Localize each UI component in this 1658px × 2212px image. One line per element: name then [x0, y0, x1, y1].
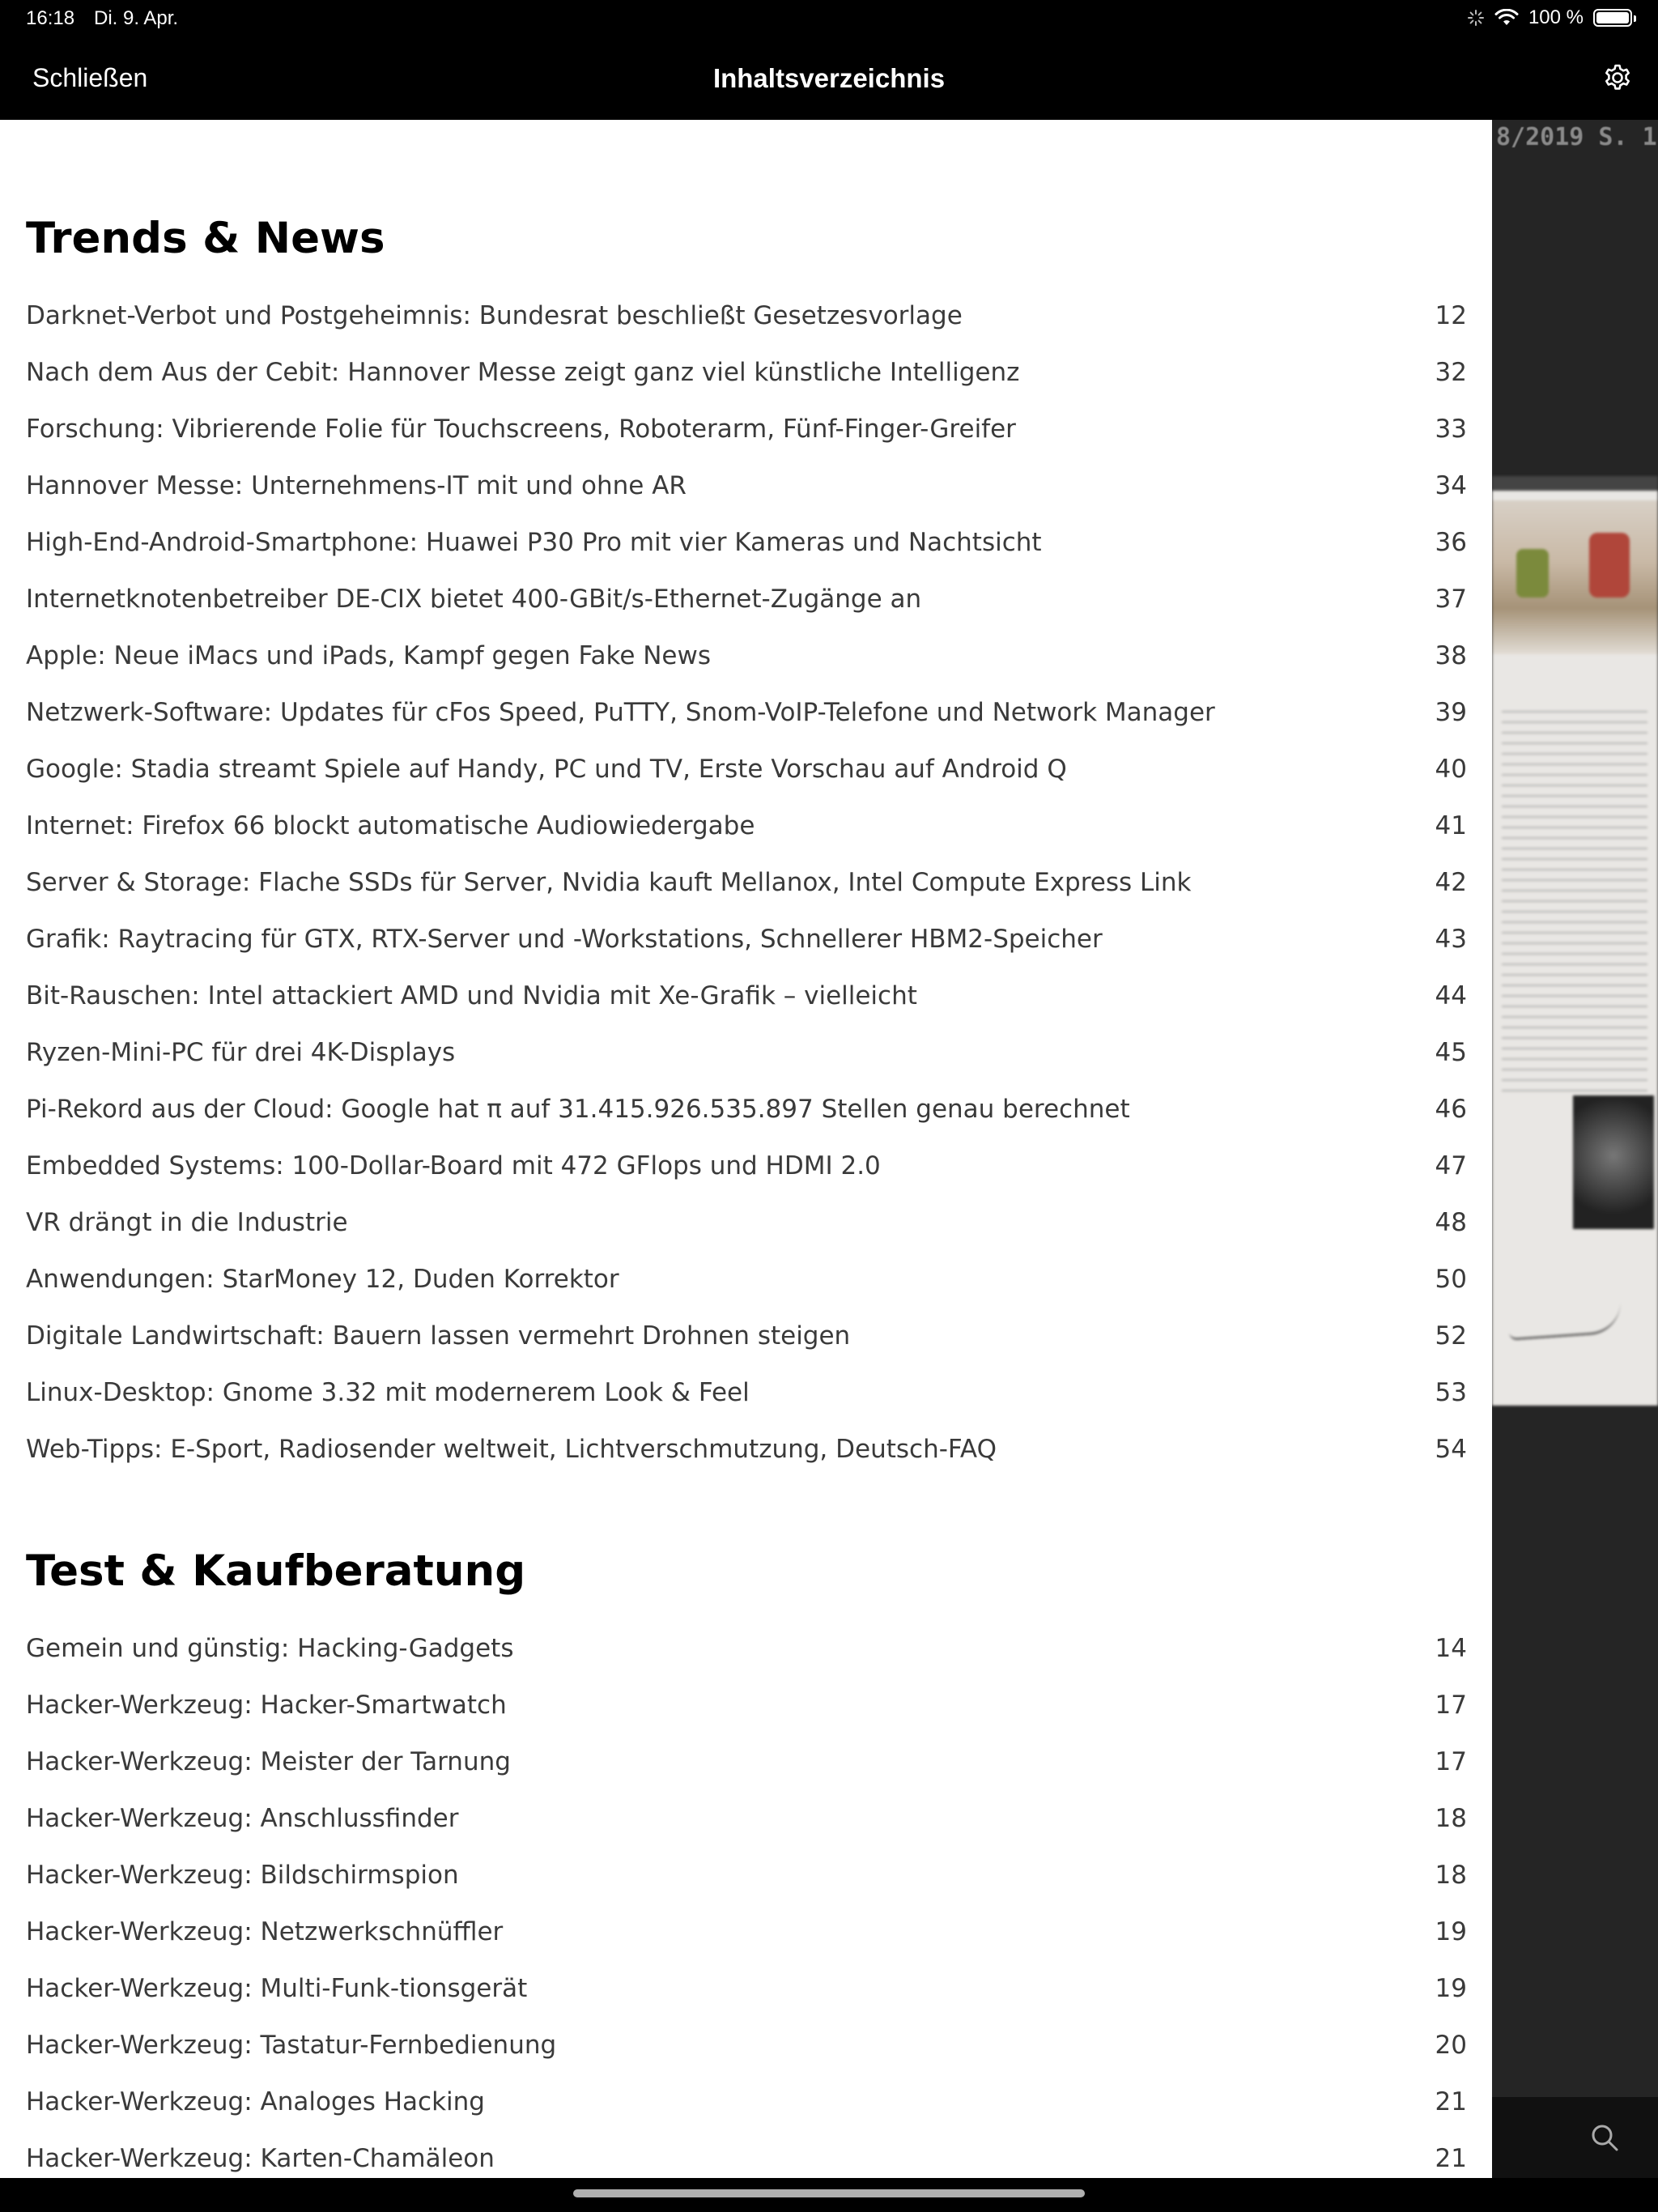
toc-entry-title: Web-Tipps: E-Sport, Radiosender weltweit, Lichtverschmutzung, Deutsch-FAQ [26, 1435, 997, 1464]
toc-entry[interactable] [26, 1966, 1467, 2014]
toc-entry-page: 48 [1435, 1208, 1467, 1237]
toc-entry[interactable] [26, 293, 1467, 342]
toc-entry-title: Pi-Rekord aus der Cloud: Google hat π auf 31.415.926.535.897 Stellen genau berechnet [26, 1095, 1130, 1124]
toc-entry-title: Hacker-Werkzeug: Tastatur-Fernbedienung [26, 2031, 557, 2060]
battery-percent: 100 % [1528, 6, 1584, 28]
page-text-block [1502, 711, 1647, 1100]
section-title: Trends & News [26, 214, 385, 263]
toc-entry[interactable] [26, 803, 1467, 852]
page-title: Inhaltsverzeichnis [712, 63, 946, 93]
page-header-strip [1492, 476, 1658, 491]
toc-entry-page: 46 [1435, 1095, 1467, 1124]
toc-entry-title: Nach dem Aus der Cebit: Hannover Messe zeigt ganz viel künstliche Intelligenz [26, 358, 1020, 387]
toc-entry-page: 21 [1435, 2144, 1467, 2173]
toc-entry-page: 50 [1435, 1265, 1467, 1294]
toc-entry-page: 40 [1435, 755, 1467, 784]
battery-fill [1596, 12, 1629, 23]
toc-entry-title: Hacker-Werkzeug: Bildschirmspion [26, 1861, 459, 1890]
toc-entry-page: 12 [1435, 301, 1467, 330]
search-icon[interactable] [1588, 2121, 1621, 2154]
toc-entry[interactable] [26, 1257, 1467, 1305]
toc-entry[interactable] [26, 463, 1467, 512]
page-indicator: 8/2019 S. 1 [1496, 123, 1657, 151]
toc-entry-title: Hacker-Werkzeug: Multi-Funk-tionsgerät [26, 1974, 528, 2003]
close-button[interactable]: Schließen [32, 63, 148, 92]
page-portrait-photo [1573, 1095, 1654, 1229]
toc-entry-page: 17 [1435, 1691, 1467, 1720]
status-indicators [1467, 6, 1632, 29]
table-of-contents[interactable] [0, 120, 1492, 2178]
toc-entry[interactable] [26, 973, 1467, 1022]
toc-entry-title: Ryzen-Mini-PC für drei 4K-Displays [26, 1038, 456, 1067]
toc-entry-title: Grafik: Raytracing für GTX, RTX-Server und -Workstations, Schnellerer HBM2-Speicher [26, 925, 1103, 954]
toc-entry-page: 54 [1435, 1435, 1467, 1464]
toc-entry-page: 36 [1435, 528, 1467, 557]
toc-entry-title: Hacker-Werkzeug: Karten-Chamäleon [26, 2144, 495, 2173]
toc-entry-title: Hacker-Werkzeug: Hacker-Smartwatch [26, 1691, 507, 1720]
status-date: Di. 9. Apr. [94, 7, 179, 29]
toc-entry[interactable] [26, 2136, 1467, 2178]
toc-entry-title: Bit-Rauschen: Intel attackiert AMD und Nvidia mit Xe-Grafik – vielleicht [26, 981, 917, 1010]
toc-entry-title: Linux-Desktop: Gnome 3.32 mit modernerem Look & Feel [26, 1378, 750, 1407]
toc-entry-page: 44 [1435, 981, 1467, 1010]
toc-entry[interactable] [26, 406, 1467, 455]
toc-entry-page: 37 [1435, 585, 1467, 614]
toc-entry-title: Hacker-Werkzeug: Netzwerkschnüffler [26, 1917, 504, 1946]
toc-entry-page: 20 [1435, 2031, 1467, 2060]
toc-entry-page: 21 [1435, 2087, 1467, 2116]
toc-entry[interactable] [26, 1370, 1467, 1419]
toc-entry-page: 38 [1435, 641, 1467, 670]
toc-entry-page: 19 [1435, 1917, 1467, 1946]
toc-entry[interactable] [26, 1200, 1467, 1249]
toc-entry-title: Hannover Messe: Unternehmens-IT mit und ohne AR [26, 471, 687, 500]
toc-entry-title: Internetknotenbetreiber DE-CIX bietet 400-GBit/s-Ethernet-Zugänge an [26, 585, 922, 614]
navigation-bar [0, 39, 1658, 120]
bottom-toolbar [1492, 2097, 1658, 2178]
toc-entry-page: 43 [1435, 925, 1467, 954]
page-signature [1507, 1298, 1623, 1341]
toc-entry[interactable] [26, 1796, 1467, 1844]
toc-entry-title: High-End-Android-Smartphone: Huawei P30 Pro mit vier Kameras und Nachtsicht [26, 528, 1042, 557]
toc-entry[interactable] [26, 860, 1467, 908]
toc-entry-page: 33 [1435, 415, 1467, 444]
toc-entry-page: 45 [1435, 1038, 1467, 1067]
toc-entry-page: 19 [1435, 1974, 1467, 2003]
toc-entry[interactable] [26, 917, 1467, 965]
home-indicator [573, 2189, 1085, 2197]
toc-entry-title: Embedded Systems: 100-Dollar-Board mit 472 GFlops und HDMI 2.0 [26, 1151, 881, 1180]
toc-entry-title: Apple: Neue iMacs und iPads, Kampf gegen Fake News [26, 641, 712, 670]
toc-entry-page: 52 [1435, 1321, 1467, 1351]
toc-entry[interactable] [26, 1626, 1467, 1674]
toc-entry[interactable] [26, 1313, 1467, 1362]
toc-entry-title: Anwendungen: StarMoney 12, Duden Korrektor [26, 1265, 619, 1294]
wifi-icon [1494, 9, 1519, 27]
toc-entry[interactable] [26, 747, 1467, 795]
toc-entry-title: Netzwerk-Software: Updates für cFos Speed, PuTTY, Snom-VoIP-Telefone und Network Manager [26, 698, 1215, 727]
toc-entry[interactable] [26, 520, 1467, 568]
toc-entry[interactable] [26, 1909, 1467, 1958]
magazine-page-preview[interactable] [1492, 476, 1658, 1406]
toc-entry-title: Internet: Firefox 66 blockt automatische Audiowiedergabe [26, 811, 755, 840]
status-bar [0, 0, 1658, 39]
toc-entry-page: 17 [1435, 1747, 1467, 1776]
toc-entry-title: Forschung: Vibrierende Folie für Touchscreens, Roboterarm, Fünf-Finger-Greifer [26, 415, 1016, 444]
toc-entry[interactable] [26, 350, 1467, 398]
toc-entry-page: 41 [1435, 811, 1467, 840]
toc-entry-page: 18 [1435, 1861, 1467, 1890]
toc-entry[interactable] [26, 690, 1467, 738]
toc-entry-page: 39 [1435, 698, 1467, 727]
toc-entry[interactable] [26, 2079, 1467, 2128]
toc-entry[interactable] [26, 576, 1467, 625]
toc-entry-page: 47 [1435, 1151, 1467, 1180]
toc-entry-page: 32 [1435, 358, 1467, 387]
toc-entry[interactable] [26, 1853, 1467, 1901]
toc-entry[interactable] [26, 1087, 1467, 1135]
toc-entry-title: Server & Storage: Flache SSDs für Server, Nvidia kauft Mellanox, Intel Compute Express Link [26, 868, 1192, 897]
toc-entry-title: Hacker-Werkzeug: Analoges Hacking [26, 2087, 485, 2116]
toc-entry[interactable] [26, 1739, 1467, 1788]
section-title: Test & Kaufberatung [26, 1546, 526, 1596]
toc-entry[interactable] [26, 1030, 1467, 1078]
toc-entry-page: 18 [1435, 1804, 1467, 1833]
toc-entry[interactable] [26, 633, 1467, 682]
toc-entry-title: Darknet-Verbot und Postgeheimnis: Bundesrat beschließt Gesetzesvorlage [26, 301, 963, 330]
toc-entry-title: VR drängt in die Industrie [26, 1208, 348, 1237]
toc-entry[interactable] [26, 1143, 1467, 1192]
toc-entry-page: 53 [1435, 1378, 1467, 1407]
toc-entry-page: 14 [1435, 1634, 1467, 1663]
page-illustration [1492, 500, 1658, 654]
toc-entry-page: 42 [1435, 868, 1467, 897]
status-time: 16:18 [26, 7, 75, 29]
activity-spinner-icon [1467, 9, 1485, 27]
toc-entry[interactable] [26, 1427, 1467, 1475]
toc-entry-title: Hacker-Werkzeug: Anschlussfinder [26, 1804, 459, 1833]
toc-entry[interactable] [26, 2023, 1467, 2071]
toc-entry-title: Digitale Landwirtschaft: Bauern lassen vermehrt Drohnen steigen [26, 1321, 851, 1351]
battery-icon [1593, 9, 1632, 27]
toc-entry[interactable] [26, 1682, 1467, 1731]
gear-icon[interactable] [1600, 60, 1635, 96]
toc-entry-title: Google: Stadia streamt Spiele auf Handy, PC und TV, Erste Vorschau auf Android Q [26, 755, 1067, 784]
toc-entry-title: Gemein und günstig: Hacking-Gadgets [26, 1634, 514, 1663]
toc-entry-page: 34 [1435, 471, 1467, 500]
toc-entry-title: Hacker-Werkzeug: Meister der Tarnung [26, 1747, 511, 1776]
